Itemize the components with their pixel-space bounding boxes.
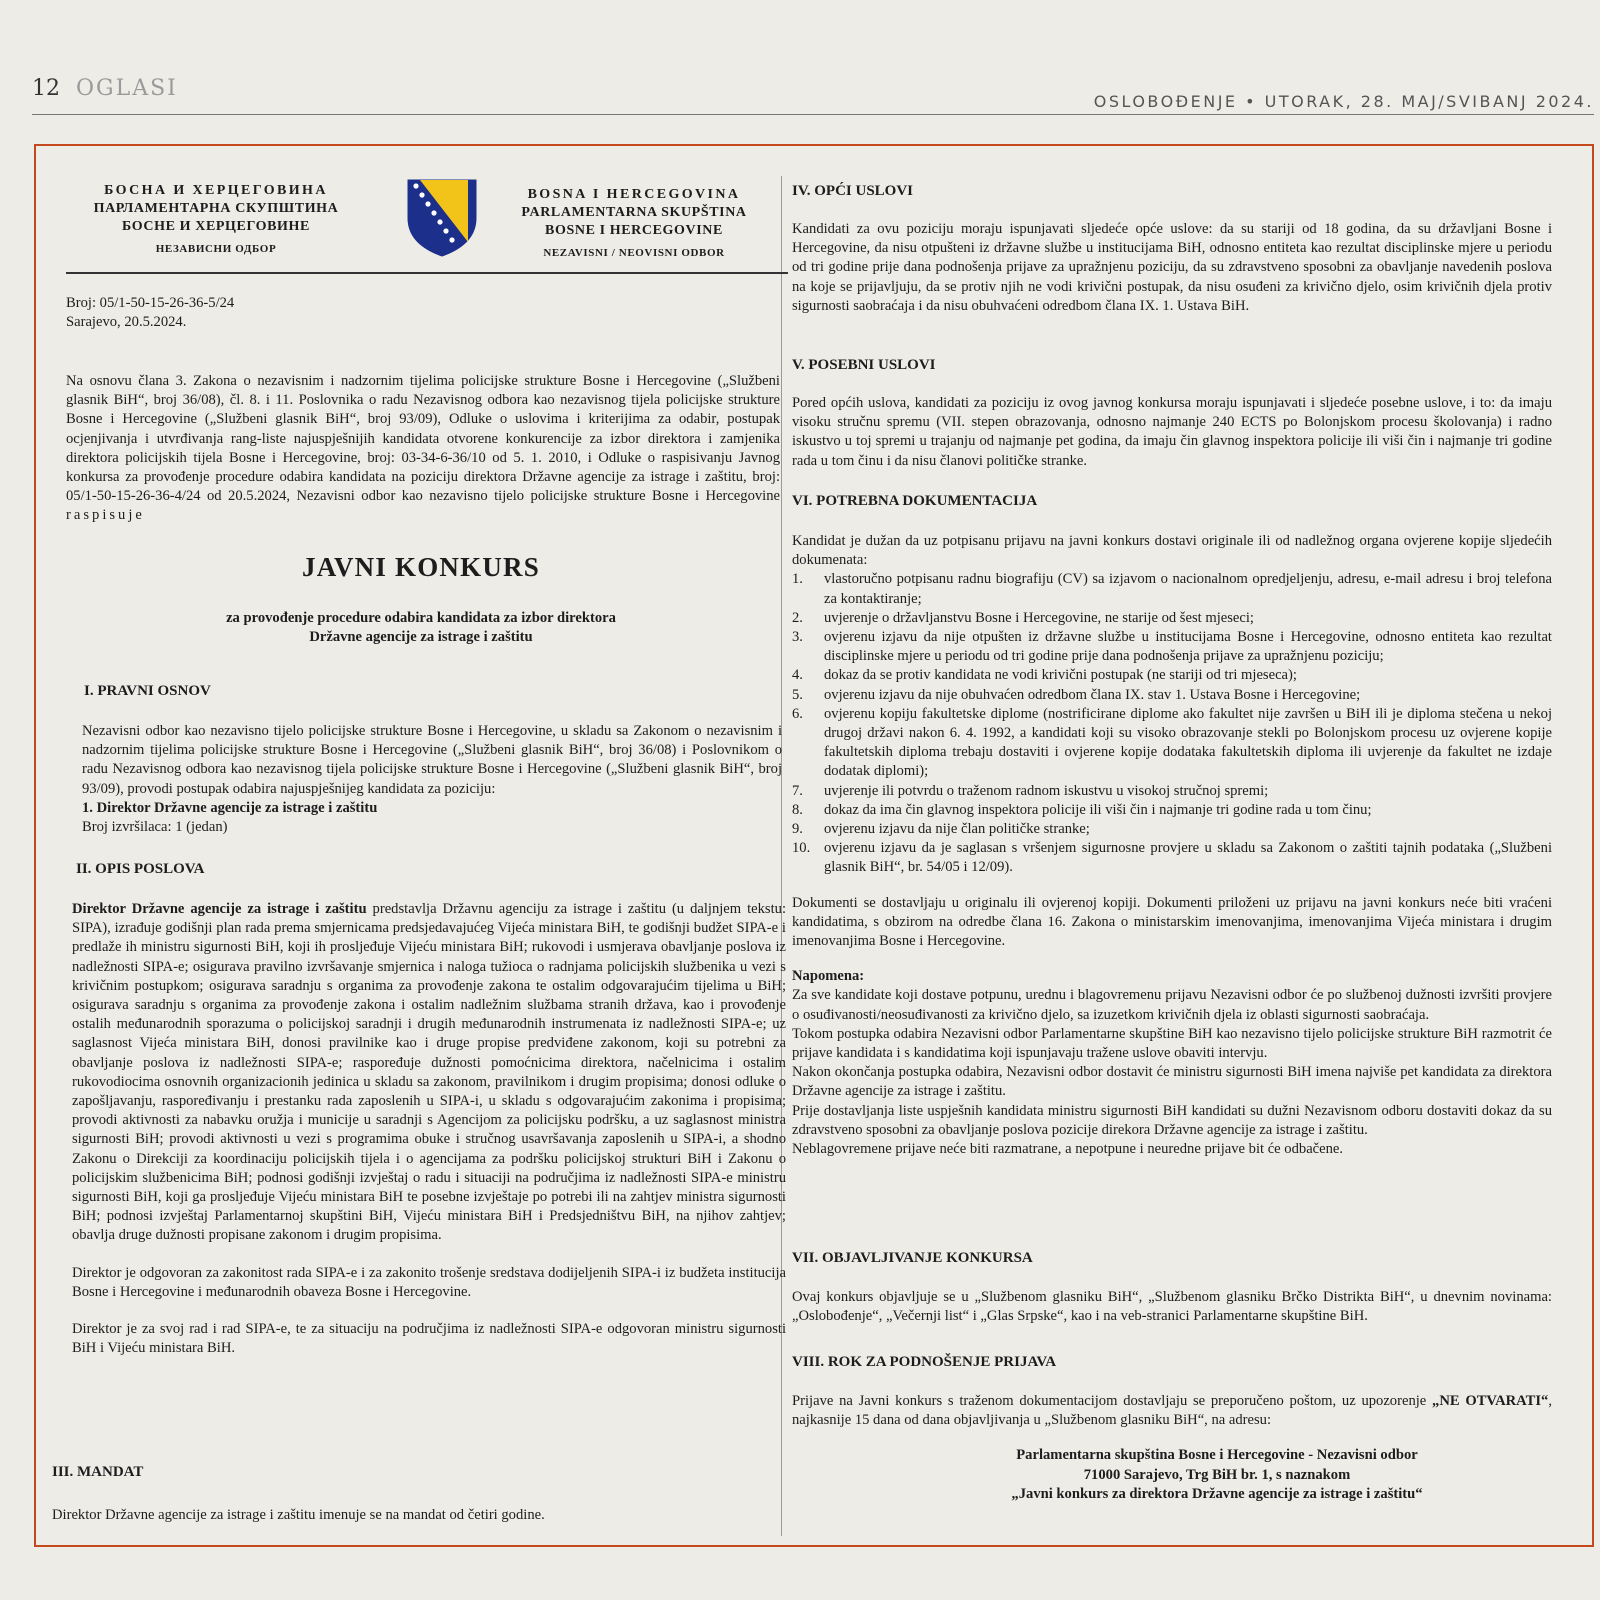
position-count: Broj izvršilaca: 1 (jedan) (82, 819, 228, 836)
header-latin-line: PARLAMENTARNA SKUPŠTINA (521, 205, 747, 220)
section-text (72, 900, 786, 1246)
document-number: Broj: 05/1-50-15-26-36-5/24 (66, 295, 235, 311)
list-item (792, 628, 1552, 666)
item-text: ovjerenu izjavu da nije otpušten iz državne službe u institucijama Bosne i Hercegovine, odnosno entiteta kao rezultat disciplinske mjere u periodu od tri godine prije dana podnošenja prijave za upražnjenu poziciju; (824, 629, 1552, 665)
note-paragraph: Za sve kandidate koji dostave potpunu, urednu i blagovremenu prijavu Nezavisni odbor će po službenoj dužnosti izvršiti provjere o osuđivanosti/neosuđivanosti za krivično djelo, sa izuzetkom krivičnih djela iz oblasti sigurnosti saobraćaja. (792, 987, 1552, 1023)
section-heading: III. MANDAT (52, 1464, 144, 1480)
section-rok (792, 1392, 1552, 1504)
subtitle-line: Državne agencije za istrage i zaštitu (309, 629, 533, 645)
section-heading: V. POSEBNI USLOVI (792, 357, 936, 373)
institution-header (66, 178, 786, 278)
item-number: 1. (792, 571, 803, 588)
section-heading: VII. OBJAVLJIVANJE KONKURSA (792, 1250, 1033, 1266)
item-number: 9. (792, 821, 803, 838)
deadline-text: Prijave na Javni konkurs s traženom dokumentacijom dostavljaju se preporučeno poštom, uz upozorenje (792, 1393, 1427, 1409)
note-title: Napomena: (792, 968, 865, 985)
section-mandat: Direktor Državne agencije za istrage i zaštitu imenuje se na mandat od četiri godine. (52, 1507, 545, 1523)
note-paragraph: Tokom postupka odabira Nezavisni odbor Parlamentarne skupštine BiH kao nezavisno tijelo policijske strukture BiH razmotrit će prijave kandidata i s kandidatima koji ispunjavaju tražene uslove obaviti intervju. (792, 1025, 1552, 1062)
header-cyrillic-line: НЕЗАВИСНИ ОДБОР (155, 243, 277, 255)
item-text: uvjerenje o državljanstvu Bosne i Hercegovine, ne starije od šest mjeseci; (824, 609, 1254, 626)
document-subtitle (56, 609, 786, 647)
section-pravni-osnov (82, 722, 782, 837)
legal-preamble (66, 372, 780, 526)
item-number: 2. (792, 609, 803, 626)
preamble-verb: raspisuje (66, 507, 145, 524)
section-text: Kandidat je dužan da uz potpisanu prijavu na javni konkurs dostavi originale ili od nadležnog organa ovjerene kopije sljedećih dokumenata: (792, 533, 1552, 569)
item-text: vlastoručno potpisanu radnu biografiju (CV) sa izjavom o nacionalnom opredjeljenju, adresu, e-mail adresu i broj telefona za kontaktiranje; (824, 571, 1552, 607)
item-number: 6. (792, 705, 803, 722)
address-line: Parlamentarna skupština Bosne i Hercegovine - Nezavisni odbor (1016, 1447, 1418, 1464)
header-latin-line: BOSNE I HERCEGOVINE (545, 223, 723, 238)
header-cyrillic-line: БОСНА И ХЕРЦЕГОВИНА (104, 183, 328, 198)
section-objavljivanje: Ovaj konkurs objavljuje se u „Službenom glasniku BiH“, „Službenom glasniku Brčko Distrikta BiH“, u dnevnim novinama: „Oslobođenje“, „Večernji list“ i „Glas Srpske“, kao i na veb-stranici Parlamentarne skupštine BiH. (792, 1289, 1552, 1325)
item-number: 3. (792, 629, 803, 646)
section-heading: II. OPIS POSLOVA (76, 861, 205, 877)
section-text (792, 1392, 1552, 1430)
section-name: OGLASI (76, 76, 178, 101)
mailing-address (792, 1446, 1552, 1504)
section-heading: I. PRAVNI OSNOV (84, 683, 211, 699)
item-text: ovjerenu izjavu da nije član političke stranke; (824, 821, 1090, 838)
section-opci-uslovi: Kandidati za ovu poziciju moraju ispunjavati sljedeće opće uslove: da su stariji od 18 godina, da su državljani Bosne i Hercegovine, da nisu otpušteni iz državne službe u institucijama BiH, odnosno entiteta kao rezultat disciplinske mjere u periodu od tri godine prije dana podnošenja prijave za upražnjenu poziciju, da su zdravstveno sposobni za obavljanje navedenih poslova na koje se prijavljuju, da se protiv njih ne vodi krivični postupak, da nisu osuđeni za krivično djelo, osim krivičnih djela protiv sigurnosti saobraćaja i da nisu obuhvaćeni odredbom člana IX. 1. Ustava BiH. (792, 221, 1552, 314)
document-meta (66, 294, 234, 332)
documents-list (792, 570, 1552, 877)
note-paragraph: Prije dostavljanja liste uspješnih kandidata ministru sigurnosti BiH kandidati su dužni Nezavisnom odboru dostaviti dokaz da su zdravstveno sposobni za obavljanje poslova pozicije direkora Državne agencije za istrage i zaštitu. (792, 1102, 1552, 1138)
warning-label: „NE OTVARATI“ (1432, 1393, 1549, 1409)
preamble-text: Na osnovu člana 3. Zakona o nezavisnim i nadzornim tijelima policijske strukture Bosne i Hercegovine („Službeni glasnik BiH“, broj 36/08), čl. 8. i 11. Poslovnika o radu Nezavisnog odbora kao nezavisnog tijela policijske strukture Bosne i Hercegovine („Službeni glasnik BiH“, broj 93/09), Odluke o uslovima i kriterijima za odabir, postupak ocjenjivanja i utvrđivanja rang-liste najuspješnijih kandidata otvorene konkurencije za izbor direktora i zamjenika direktora policijskih tijela Bosne i Hercegovine, broj: 03-34-6-36/10 od 5. 1. 2010, i Odluke o raspisivanju Javnog konkursa za provođenje procedure odabira kandidata na poziciju direktora Državne agencije za istrage i zaštitu, broj: 05/1-50-15-26-36-4/24 od 20.5.2024, Nezavisni odbor kao nezavisno tijelo policijske strukture Bosne i Hercegovine (66, 373, 780, 505)
item-text: dokaz da se protiv kandidata ne vodi krivični postupak (ne stariji od tri mjeseca); (824, 667, 1297, 684)
deadline-text-end: , najkasnije 15 dana od dana objavljivanja u „Službenom glasniku BiH“, na adresu: (792, 1393, 1552, 1429)
list-item (792, 666, 1552, 685)
position-title: 1. Direktor Državne agencije za istrage i zaštitu (82, 799, 378, 816)
page-number: 12 (32, 76, 60, 101)
header-cyrillic-line: БОСНЕ И ХЕРЦЕГОВИНЕ (122, 219, 310, 234)
list-item (792, 839, 1552, 877)
header-latin-line: NEZAVISNI / NEOVISNI ODBOR (543, 247, 725, 259)
item-text: ovjerenu izjavu da nije obuhvaćen odredbom člana IX. stav 1. Ustava Bosne i Hercegovine; (824, 686, 1361, 703)
note-paragraph: Nakon okončanja postupka odabira, Nezavisni odbor dostavit će ministru sigurnosti BiH imena najviše pet kandidata za direktora Državne agencije za istrage i zaštitu. (792, 1064, 1552, 1100)
item-number: 4. (792, 667, 803, 684)
section-text: Dokumenti se dostavljaju u originalu ili ovjerenoj kopiji. Dokumenti priloženi uz prijavu na javni konkurs neće biti vraćeni kandidatima, s obzirom na odredbe člana 16. Zakona o ministarskim imenovanjima, imenovanjima Vijeća ministara i drugim imenovanjima Bosne i Hercegovine. (792, 894, 1552, 950)
list-item (792, 570, 1552, 608)
section-heading: VIII. ROK ZA PODNOŠENJE PRIJAVA (792, 1354, 1057, 1370)
section-lead: Direktor Državne agencije za istrage i zaštitu (72, 901, 367, 917)
list-item (792, 801, 1552, 820)
header-latin (494, 186, 774, 262)
subtitle-line: za provođenje procedure odabira kandidata za izbor direktora (226, 610, 616, 626)
item-text: uvjerenje ili potvrdu o traženom radnom iskustvu u visokoj stručnoj spremi; (824, 782, 1269, 799)
header-latin-line: BOSNA I HERCEGOVINA (527, 187, 741, 202)
header-divider (66, 272, 788, 274)
section-heading: VI. POTREBNA DOKUMENTACIJA (792, 493, 1038, 509)
list-item (792, 705, 1552, 782)
list-item (792, 782, 1552, 801)
list-item (792, 686, 1552, 705)
section-text: Direktor je za svoj rad i rad SIPA-e, te za situaciju na područjima iz nadležnosti SIPA-e odgovoran ministru sigurnosti BiH i Vijeću ministara BiH. (72, 1321, 786, 1357)
section-text: Nezavisni odbor kao nezavisno tijelo policijske strukture Bosne i Hercegovine, u skladu sa Zakonom o nezavisnim i nadzornim tijelima policijske strukture Bosne i Hercegovine („Službeni glasnik BiH“, broj 36/08) i Poslovnikom o radu Nezavisnog odbora kao nezavisnog tijela policijske strukture Bosne i Hercegovine („Službeni glasnik BiH“, broj 93/09), provodi postupak odabira najuspješnijeg kandidata za poziciju: (82, 723, 782, 797)
header-cyrillic-line: ПАРЛАМЕНТАРНА СКУПШТИНА (93, 201, 339, 216)
item-text: dokaz da ima čin glavnog inspektora policije ili viši čin i najmanje tri godine rada u tom činu; (824, 801, 1372, 818)
document-place-date: Sarajevo, 20.5.2024. (66, 314, 187, 330)
header-cyrillic (66, 182, 366, 258)
list-item (792, 609, 1552, 628)
list-item (792, 820, 1552, 839)
note-paragraph: Neblagovremene prijave neće biti razmatrane, a nepotpune i neuredne prijave bit će odbačene. (792, 1141, 1344, 1158)
section-posebni-uslovi: Pored općih uslova, kandidati za poziciju iz ovog javnog konkursa moraju ispunjavati i sljedeće posebne uslove, i to: da imaju visoku stručnu spremu (VII. stepen obrazovanja, odnosno najmanje 240 ECTS po Bolonjskom procesu školovanja) i radno iskustvo u toj spremi u trajanju od najmanje pet godina, da imaju čin glavnog inspektora policije ili viši čin i najmanje tri godine rada u tom činu i da nisu članovi političke stranke. (792, 395, 1552, 469)
announcement-frame (34, 144, 1594, 1547)
masthead: OSLOBOĐENJE • UTORAK, 28. MAJ/SVIBANJ 2024. (1093, 92, 1594, 111)
section-dokumentacija (792, 532, 1552, 1159)
duties-text: predstavlja Državnu agenciju za istrage i zaštitu (u daljnjem tekstu: SIPA), izrađuje godišnji plan rada prema smjernicama predsjedavajućeg Vijeća ministara BiH, te godišnji budžet SIPA-e i predlaže ih ministru sigurnosti BiH, koji ih prosljeđuje Vijeću ministara BiH; rukovodi i usmjerava obavljanje poslova iz nadležnosti SIPA-e; osigurava pravilno izvršavanje smjernica i naloga tužioca o radnjama policijskih službenika u vezi s krivičnim postupkom; osigurava saradnju s organima za provođenje zakona te ostalim odgovarajućim tijelima u BiH; osigurava saradnju s organima za provođenje zakona i ostalim nadležnim službama stranih država, kao i provođenje ostalih međunarodnih sporazuma o policijskoj saradnji i drugih međunarodnih instrumenata iz nadležnosti SIPA-e; uz saglasnost Vijeća ministara BiH, donosi pravilnike kao i druge propise predviđene zakonom, koji su potrebni za obavljanje poslova iz nadležnosti SIPA-e; raspoređuje dužnosti pomoćnicima direktora, načelnicima i ostalim rukovodiocima osnovnih organizacionih jedinica u skladu sa zakonom, pravilnikom i drugim propisima; donosi odluke o zapošljavanju, raspoređivanju i prestanku rada zaposlenih u SIPA-i, u skladu s odgovarajućim zakonima i propisima; provodi aktivnosti za nabavku oružja i municije u saradnji s Agencijom za policijsku podršku, a uz saglasnost ministra sigurnosti BiH; provodi aktivnosti u vezi s programima obuke i stručnog usavršavanja zaposlenih u SIPA-i, a shodno Zakonu o Direkciji za koordinaciju policijskih tijela i o agencijama za podršku policijskoj strukturi BiH i Zakonu o policijskim službenicima BiH; podnosi godišnji izvještaj o radu i situaciji na područjima iz nadležnosti SIPA-e ministru sigurnosti BiH, koji ga prosljeđuje Vijeću ministara BiH te posebne izvještaje po potrebi ili na zahtjev ministra sigurnosti BiH; podnosi izvještaj Parlamentarnoj skupštini BiH, Vijeću ministara BiH i Predsjedništvu BiH, na njihov zahtjev; obavlja druge dužnosti propisane zakonom i drugim propisima. (72, 901, 787, 1244)
section-heading: IV. OPĆI USLOVI (792, 183, 914, 199)
section-opis-poslova (72, 900, 786, 1358)
item-text: ovjerenu kopiju fakultetske diplome (nostrificirane diplome ako fakultet nije završen u BiH ili je diploma stečena u nekoj drugoj državi nakon 6. 4. 1992, a kandidati koji su visoko obrazovanje stekli po Bolonjskom procesu uz ovjerene kopije fakultetskih diploma trebaju dostaviti i ovjerene kopije dodataka fakultetskih diploma ili uvjerenje da fakultet ne izdaje dodatak diplomi); (824, 705, 1552, 780)
address-line: „Javni konkurs za direktora Državne agencije za istrage i zaštitu“ (1011, 1485, 1423, 1502)
item-number: 8. (792, 801, 803, 818)
document-title: JAVNI KONKURS (302, 552, 540, 582)
item-number: 5. (792, 686, 803, 703)
section-text: Direktor je odgovoran za zakonitost rada SIPA-e i za zakonito trošenje sredstava dodijeljenih SIPA-i iz budžeta institucija Bosne i Hercegovine i međunarodnih obaveza Bosne i Hercegovine. (72, 1264, 786, 1300)
bih-coat-of-arms-icon (406, 178, 478, 264)
address-line: 71000 Sarajevo, Trg BiH br. 1, s naznakom (1083, 1466, 1351, 1483)
header-rule (32, 114, 1594, 115)
item-number: 10. (792, 840, 811, 857)
item-number: 7. (792, 782, 803, 799)
item-text: ovjerenu izjavu da je saglasan s vršenjem sigurnosne provjere u skladu sa Zakonom o zaštiti tajnih podataka („Službeni glasnik BiH“, br. 54/05 i 12/09). (824, 840, 1552, 876)
